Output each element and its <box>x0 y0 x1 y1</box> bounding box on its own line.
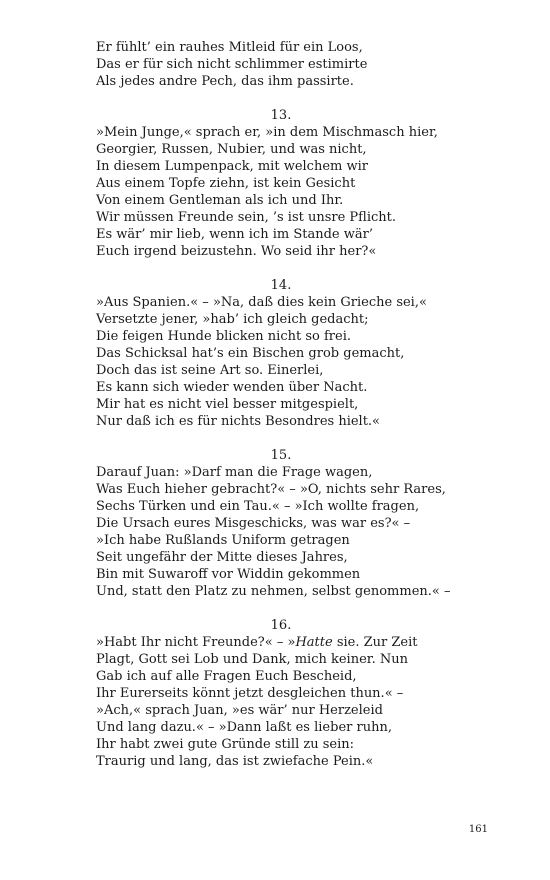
poem-text <box>96 39 516 770</box>
verse-line: »Ach,« sprach Juan, »es wär’ nur Herzeleid <box>96 703 383 718</box>
verse-line: Gab ich auf alle Fragen Euch Bescheid, <box>96 669 357 684</box>
verse-line: Plagt, Gott sei Lob und Dank, mich keiner. Nun <box>96 652 408 667</box>
verse-line: Das er für sich nicht schlimmer estimirte <box>96 57 368 72</box>
verse-line: Die Ursach eures Misgeschicks, was war es?« – <box>96 516 411 531</box>
verse-line: Ihr habt zwei gute Gründe still zu sein: <box>96 737 354 752</box>
verse-line: Georgier, Russen, Nubier, und was nicht, <box>96 142 367 157</box>
verse-line: Traurig und lang, das ist zwiefache Pein.« <box>96 754 374 769</box>
verse-text: »Habt Ihr nicht Freunde?« – » <box>96 635 296 650</box>
verse-line: Und, statt den Platz zu nehmen, selbst genommen.« – <box>96 584 451 599</box>
stanza-number: 14. <box>270 278 292 293</box>
stanza-13 <box>96 107 516 260</box>
verse-line: Euch irgend beizustehn. Wo seid ihr her?« <box>96 244 377 259</box>
stanza-number: 15. <box>270 448 292 463</box>
verse-line: Das Schicksal hat’s ein Bischen grob gemacht, <box>96 346 405 361</box>
verse-line: Ihr Eurerseits könnt jetzt desgleichen thun.« – <box>96 686 404 701</box>
verse-line: Es kann sich wieder wenden über Nacht. <box>96 380 368 395</box>
verse-line: Sechs Türken und ein Tau.« – »Ich wollte fragen, <box>96 499 420 514</box>
italic-emphasis: Hatte <box>295 635 333 650</box>
verse-line: Aus einem Topfe ziehn, ist kein Gesicht <box>96 176 356 191</box>
verse-line: Mir hat es nicht viel besser mitgespielt, <box>96 397 359 412</box>
stanza-number: 13. <box>270 108 292 123</box>
verse-line: Doch das ist seine Art so. Einerlei, <box>96 363 324 378</box>
stanza-16 <box>96 617 516 770</box>
verse-text: sie. Zur Zeit <box>332 635 418 650</box>
stanza-number: 16. <box>270 618 292 633</box>
verse-line: Von einem Gentleman als ich und Ihr. <box>96 193 344 208</box>
verse-line: In diesem Lumpenpack, mit welchem wir <box>96 159 368 174</box>
verse-line: »Mein Junge,« sprach er, »in dem Mischmasch hier, <box>96 125 438 140</box>
stanza-14 <box>96 277 516 430</box>
verse-line: Bin mit Suwaroff vor Widdin gekommen <box>96 567 361 582</box>
verse-line: Was Euch hieher gebracht?« – »O, nichts sehr Rares, <box>96 482 446 497</box>
verse-line: Seit ungefähr der Mitte dieses Jahres, <box>96 550 348 565</box>
verse-line <box>96 634 516 651</box>
stanza-15 <box>96 447 516 600</box>
verse-line: Es wär’ mir lieb, wenn ich im Stande wär’ <box>96 227 373 242</box>
verse-line: »Ich habe Rußlands Uniform getragen <box>96 533 350 548</box>
verse-line: Die feigen Hunde blicken nicht so frei. <box>96 329 351 344</box>
verse-line: Versetzte jener, »hab’ ich gleich gedacht; <box>96 312 369 327</box>
opening-stanza-fragment <box>96 39 516 90</box>
page-number: 161 <box>468 824 488 835</box>
verse-line: Wir müssen Freunde sein, ’s ist unsre Pflicht. <box>96 210 397 225</box>
verse-line: Und lang dazu.« – »Dann laßt es lieber ruhn, <box>96 720 392 735</box>
verse-line: Nur daß ich es für nichts Besondres hielt.« <box>96 414 381 429</box>
verse-line: »Aus Spanien.« – »Na, daß dies kein Grieche sei,« <box>96 295 427 310</box>
verse-line: Er fühlt’ ein rauhes Mitleid für ein Loos, <box>96 40 363 55</box>
verse-line: Als jedes andre Pech, das ihm passirte. <box>96 74 354 89</box>
verse-line: Darauf Juan: »Darf man die Frage wagen, <box>96 465 373 480</box>
